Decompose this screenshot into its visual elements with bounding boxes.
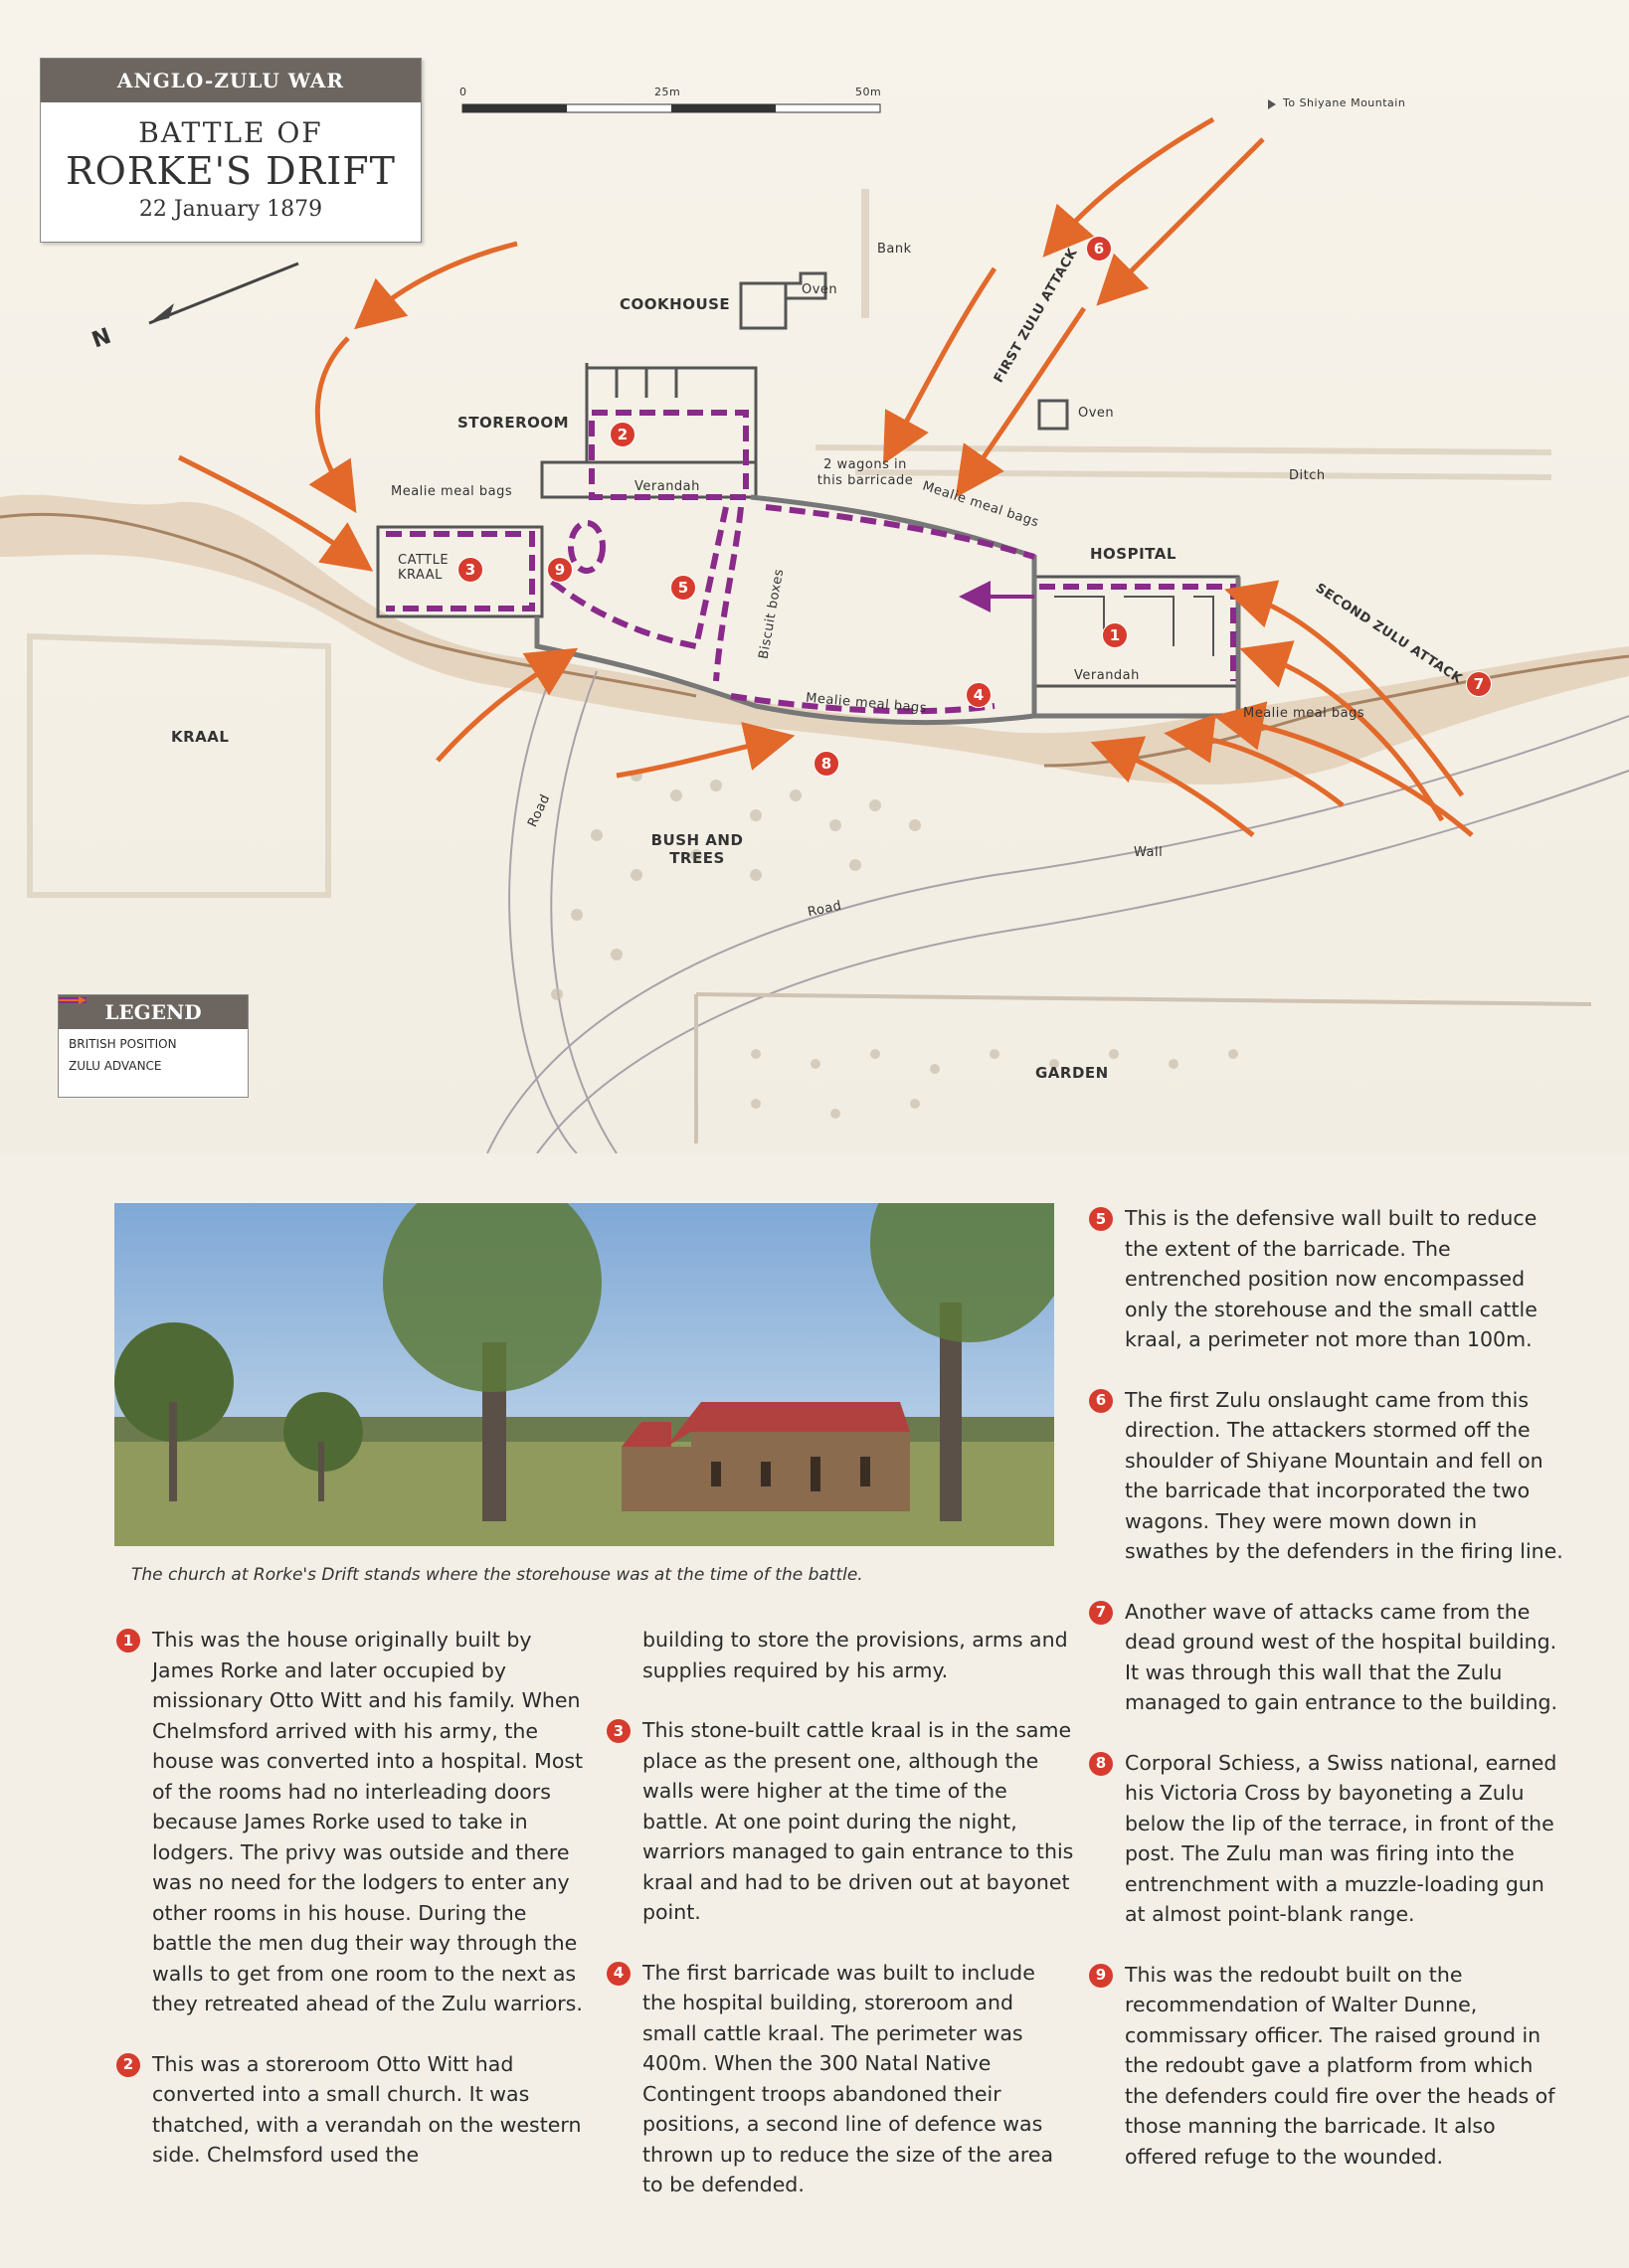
notes-column-3 [1089,1203,1566,2201]
photo-caption: The church at Rorke's Drift stands where the storehouse was at the time of the battle. [131,1565,863,1585]
label-road1: Road [525,791,554,830]
label-mealie4: Mealie meal bags [1243,706,1365,721]
legend-british-label: BRITISH POSITION [69,1037,177,1051]
note-3 [607,1715,1074,1928]
label-wall: Wall [1134,845,1164,860]
note-1-badge: 1 [116,1629,140,1653]
label-road2: Road [806,898,843,921]
marker-8: 8 [814,751,839,777]
note-5-badge: 5 [1089,1207,1113,1231]
label-storeroom: STOREROOM [457,414,570,432]
marker-3: 3 [457,557,483,583]
north-arrow [149,263,298,323]
scale-zero: 0 [459,86,467,98]
church-photo [114,1203,1054,1546]
label-bush: BUSH AND TREES [650,831,744,867]
kraal-outline [30,636,328,895]
legend-zulu [69,1059,248,1073]
zulu-arrow-1 [373,244,517,313]
title-date: 22 January 1879 [138,197,323,222]
title-box [40,58,422,243]
british-redoubt [571,523,603,571]
note-6-badge: 6 [1089,1389,1113,1413]
label-verandah1: Verandah [634,479,700,494]
road-2 [487,716,1629,1153]
storeroom-building [542,363,756,497]
marker-4: 4 [966,682,992,708]
note-4 [607,1958,1074,2200]
note-4-text: The first barricade was built to include the hospital building, storeroom and small cattle kraal. The perimeter was 400m. When the 300 Natal Native Contingent troops abandoned their positions, a second line of defence was thrown up to reduce the size of the area to be defended. [642,1960,1054,2196]
zulu-arrow-5 [617,741,771,776]
label-mealie1: Mealie meal bags [391,484,513,499]
note-7-badge: 7 [1089,1601,1113,1625]
notes-column-1 [116,1625,584,2200]
legend [58,994,249,1098]
title-header: ANGLO-ZULU WAR [41,59,421,102]
garden-outline [696,994,1591,1004]
legend-british [69,1037,248,1051]
label-biscuit: Biscuit boxes [756,567,788,661]
note-5-text: This is the defensive wall built to reduce the extent of the barricade. The entrenched position now encompassed only the storehouse and the small cattle kraal, a perimeter not more than 100m. [1125,1206,1538,1351]
label-bank: Bank [877,242,912,257]
note-8-text: Corporal Schiess, a Swiss national, earned his Victoria Cross by bayoneting a Zulu below the lip of the terrace, in front of the post. The Zulu man was firing into the entrenchment with a muzzle-loading gun at almost point-blank range. [1125,1750,1557,1926]
zulu-arrow-8 [895,268,995,442]
label-mealie3: Mealie meal bags [805,690,928,717]
oven-2 [1039,401,1067,429]
label-ditch: Ditch [1289,468,1326,483]
label-garden: GARDEN [1035,1064,1109,1082]
label-wagons: 2 wagons in this barricade [816,457,914,488]
british-hospital [1039,587,1233,681]
note-2-text: This was a storeroom Otto Witt had converted into a small church. It was thatched, with a verandah on the western side. Chelmsford used the [152,2051,582,2167]
note-2-continued [607,1625,1074,1685]
zulu-arrow-6 [1059,119,1213,239]
marker-5: 5 [670,575,696,601]
label-cookhouse: COOKHOUSE [620,295,731,313]
marker-9: 9 [547,557,573,583]
note-9 [1089,1960,1566,2173]
scale-bar [462,104,880,112]
note-7 [1089,1597,1566,1718]
note-3-badge: 3 [607,1719,631,1743]
scale-end: 50m [855,86,882,98]
label-second-attack: SECOND ZULU ATTACK [1312,581,1465,687]
label-mealie2: Mealie meal bags [920,478,1041,531]
label-oven2: Oven [1078,406,1115,421]
zulu-arrow-2 [317,338,348,492]
note-9-text: This was the redoubt built on the recommendation of Walter Dunne, commissary officer. The raised ground in the redoubt gave a platform from which the defenders could fire over the heads of those manning the barricade. It also offered refuge to the wounded. [1125,1962,1555,2169]
title-line1: BATTLE OF [138,116,323,149]
note-8-badge: 8 [1089,1752,1113,1776]
label-shiyane: To Shiyane Mountain [1283,96,1406,109]
zulu-swatch [59,995,87,1005]
label-verandah2: Verandah [1074,668,1140,683]
scale-mid: 25m [654,86,681,98]
north-label: N [89,323,115,354]
marker-7: 7 [1466,671,1492,697]
note-9-badge: 9 [1089,1964,1113,1988]
label-hospital: HOSPITAL [1090,545,1176,563]
note-6-text: The first Zulu onslaught came from this direction. The attackers stormed off the shoulder of Shiyane Mountain and fell on the barricade that incorporated the two wagons. They were mown down in swathes by the defenders in the firing line. [1125,1387,1563,1563]
marker-1: 1 [1102,622,1128,648]
notes-column-2 [607,1625,1074,2230]
label-first-attack: FIRST ZULU ATTACK [991,246,1081,386]
note-1-text: This was the house originally built by James Rorke and later occupied by missionary Otto Witt and his family. When Chelmsford arrived with his army, the house was converted into a hospital. Most of the rooms had no interleading doors because James Rorke used to take in lodgers. The privy was outside and there was no need for the lodgers to enter any other rooms in his house. During the battle the men dug their way through the walls to get from one room to the next as they retreated ahead of the Zulu warriors. [152,1628,584,2015]
note-6 [1089,1385,1566,1567]
marker-6: 6 [1086,236,1112,262]
legend-title: LEGEND [59,995,248,1029]
note-3-text: This stone-built cattle kraal is in the same place as the present one, although the walls were higher at the time of the battle. At one point during the night, warriors managed to gain entrance to this kraal and had to be driven out at bayonet point. [642,1718,1074,1924]
note-8 [1089,1748,1566,1930]
title-line2: RORKE'S DRIFT [66,149,396,193]
note-7-text: Another wave of attacks came from the dead ground west of the hospital building. It was through this wall that the Zulu managed to gain entrance to the building. [1125,1599,1558,1714]
note-4-badge: 4 [607,1962,631,1986]
note-2-badge: 2 [116,2053,140,2077]
marker-2: 2 [610,422,635,447]
label-cattle-kraal: CATTLE KRAAL [398,553,450,583]
bush-trees [551,770,921,1000]
note-1 [116,1625,584,2019]
note-2 [116,2049,584,2171]
note-2-cont-text: building to store the provisions, arms and supplies required by his army. [642,1628,1068,1682]
label-kraal: KRAAL [171,728,230,746]
label-oven1: Oven [802,282,838,297]
legend-zulu-label: ZULU ADVANCE [69,1059,162,1073]
road-1 [509,661,577,1153]
note-5 [1089,1203,1566,1355]
zulu-arrow-7 [1114,139,1263,288]
